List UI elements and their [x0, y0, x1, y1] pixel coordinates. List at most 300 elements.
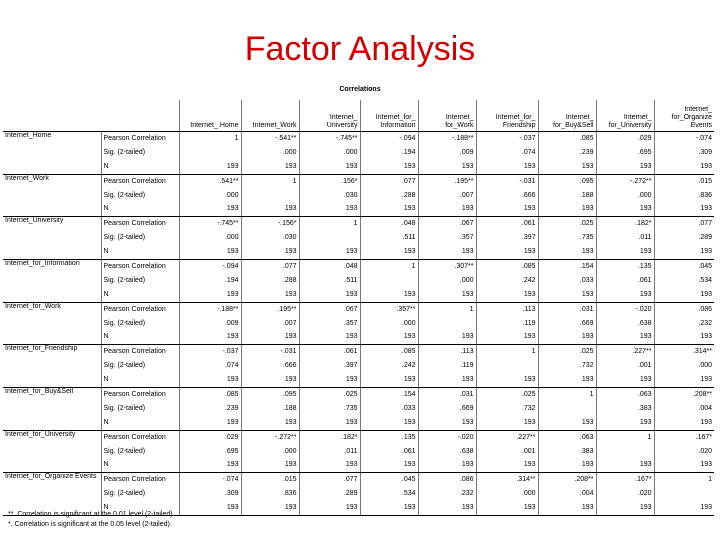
- table-cell: 193: [596, 458, 654, 472]
- table-cell: 193: [476, 330, 538, 344]
- table-cell: 193: [179, 458, 241, 472]
- column-header: Internet_ University: [299, 100, 360, 132]
- table-row: [3, 458, 714, 472]
- table-cell: 193: [538, 160, 596, 174]
- table-cell: 193: [538, 202, 596, 216]
- table-cell: 193: [538, 416, 596, 430]
- table-cell: 193: [179, 330, 241, 344]
- table-cell: 193: [538, 245, 596, 259]
- statistic-label: Sig. (2-tailed): [101, 445, 179, 459]
- statistic-label: Pearson Correlation: [101, 430, 179, 444]
- table-row: [3, 288, 714, 302]
- column-header: Internet_ for_University: [596, 100, 654, 132]
- table-cell: 193: [476, 202, 538, 216]
- table-row: [3, 160, 714, 174]
- table-cell: 193: [241, 458, 299, 472]
- table-cell: 1: [654, 473, 714, 487]
- table-cell: -.272**: [241, 430, 299, 444]
- variable-label: [3, 274, 101, 288]
- table-cell: .167*: [596, 473, 654, 487]
- table-cell: 193: [538, 501, 596, 515]
- table-cell: 193: [299, 202, 360, 216]
- table-cell: 193: [654, 160, 714, 174]
- table-cell: .239: [538, 146, 596, 160]
- table-cell: 193: [241, 245, 299, 259]
- table-cell: 193: [241, 160, 299, 174]
- table-cell: .029: [179, 430, 241, 444]
- table-cell: -.074: [654, 132, 714, 146]
- table-cell: .242: [360, 359, 418, 373]
- table-cell: [241, 189, 299, 203]
- table-row: [3, 202, 714, 216]
- table-cell: 193: [360, 373, 418, 387]
- table-cell: 193: [418, 373, 476, 387]
- statistic-label: N: [101, 288, 179, 302]
- variable-label: Internet_for_University: [5, 430, 76, 438]
- variable-label: [3, 202, 101, 216]
- table-row: [3, 231, 714, 245]
- statistic-label: Sig. (2-tailed): [101, 317, 179, 331]
- table-cell: 193: [179, 416, 241, 430]
- table-cell: 193: [179, 202, 241, 216]
- table-cell: 193: [654, 416, 714, 430]
- statistic-label: Sig. (2-tailed): [101, 231, 179, 245]
- table-cell: -.272**: [596, 174, 654, 188]
- table-cell: 193: [360, 458, 418, 472]
- table-cell: 193: [299, 458, 360, 472]
- footnote-005: *. Correlation is significant at the 0.05 level (2-tailed).: [8, 521, 172, 528]
- table-cell: 193: [538, 458, 596, 472]
- table-cell: -.020: [596, 302, 654, 316]
- table-cell: .156*: [299, 174, 360, 188]
- statistic-label: Sig. (2-tailed): [101, 402, 179, 416]
- table-cell: -.020: [418, 430, 476, 444]
- table-cell: .638: [596, 317, 654, 331]
- table-cell: .000: [241, 445, 299, 459]
- table-cell: .232: [418, 487, 476, 501]
- table-cell: 193: [299, 245, 360, 259]
- table-cell: 193: [476, 160, 538, 174]
- table-cell: .113: [476, 302, 538, 316]
- table-cell: .534: [360, 487, 418, 501]
- table-cell: .000: [299, 146, 360, 160]
- table-cell: 193: [538, 288, 596, 302]
- statistic-label: Sig. (2-tailed): [101, 189, 179, 203]
- table-cell: 193: [179, 288, 241, 302]
- table-cell: .383: [538, 445, 596, 459]
- table-cell: .074: [476, 146, 538, 160]
- column-header: Internet_ for_Buy&Sell: [538, 100, 596, 132]
- statistic-label: Pearson Correlation: [101, 217, 179, 231]
- table-cell: .011: [596, 231, 654, 245]
- variable-label: Internet_for_Work: [5, 302, 61, 310]
- variable-label: [3, 445, 101, 459]
- table-cell: 193: [299, 373, 360, 387]
- table-cell: .030: [241, 231, 299, 245]
- variable-label: Internet_University: [5, 217, 64, 225]
- table-row: [3, 189, 714, 203]
- table-cell: .638: [418, 445, 476, 459]
- variable-label: Internet_for_Organize Events: [5, 473, 97, 481]
- statistic-label: N: [101, 458, 179, 472]
- table-cell: .000: [179, 231, 241, 245]
- table-cell: .077: [241, 260, 299, 274]
- table-cell: .000: [418, 274, 476, 288]
- statistic-label: Pearson Correlation: [101, 132, 179, 146]
- variable-label: Internet_Home: [5, 132, 52, 139]
- table-cell: .397: [476, 231, 538, 245]
- table-cell: 193: [418, 288, 476, 302]
- table-cell: 1: [538, 388, 596, 402]
- table-cell: 193: [241, 373, 299, 387]
- table-cell: [596, 445, 654, 459]
- table-cell: -.037: [179, 345, 241, 359]
- table-cell: .288: [360, 189, 418, 203]
- table-cell: 193: [241, 202, 299, 216]
- table-row: [3, 445, 714, 459]
- table-cell: .113: [418, 345, 476, 359]
- table-cell: 193: [299, 416, 360, 430]
- table-cell: 1: [418, 302, 476, 316]
- table-cell: 193: [654, 501, 714, 515]
- table-cell: 193: [596, 245, 654, 259]
- table-cell: .666: [476, 189, 538, 203]
- table-cell: .314**: [476, 473, 538, 487]
- column-header: Internet_ for_Organize Events: [654, 100, 714, 132]
- table-cell: .031: [538, 302, 596, 316]
- table-cell: .357: [299, 317, 360, 331]
- table-cell: 193: [538, 330, 596, 344]
- table-cell: -.188**: [179, 302, 241, 316]
- statistic-label: Pearson Correlation: [101, 302, 179, 316]
- table-cell: 193: [418, 160, 476, 174]
- table-cell: 193: [418, 330, 476, 344]
- table-cell: .095: [538, 174, 596, 188]
- table-cell: .289: [654, 231, 714, 245]
- table-cell: .195**: [241, 302, 299, 316]
- table-cell: 193: [654, 288, 714, 302]
- table-cell: .732: [538, 359, 596, 373]
- table-row: [3, 132, 714, 146]
- table-cell: .086: [418, 473, 476, 487]
- table-cell: 193: [418, 416, 476, 430]
- table-cell: .007: [418, 189, 476, 203]
- table-cell: 193: [538, 373, 596, 387]
- table-cell: -.745**: [179, 217, 241, 231]
- column-header: Internet_for_ Friendship: [476, 100, 538, 132]
- table-cell: .074: [179, 359, 241, 373]
- table-cell: 193: [476, 416, 538, 430]
- table-cell: [418, 317, 476, 331]
- table-cell: .232: [654, 317, 714, 331]
- statistic-label: Sig. (2-tailed): [101, 487, 179, 501]
- table-cell: .695: [179, 445, 241, 459]
- table-cell: .025: [299, 388, 360, 402]
- table-cell: 193: [360, 202, 418, 216]
- table-cell: [476, 359, 538, 373]
- statistic-label: N: [101, 245, 179, 259]
- table-cell: .011: [299, 445, 360, 459]
- variable-label: [3, 416, 101, 430]
- statistic-label: Sig. (2-tailed): [101, 274, 179, 288]
- table-cell: .357: [418, 231, 476, 245]
- table-cell: 1: [241, 174, 299, 188]
- table-cell: 193: [360, 501, 418, 515]
- table-cell: 193: [654, 458, 714, 472]
- table-cell: 193: [360, 245, 418, 259]
- table-cell: .033: [360, 402, 418, 416]
- table-cell: .119: [418, 359, 476, 373]
- table-cell: .063: [596, 388, 654, 402]
- table-cell: 193: [476, 458, 538, 472]
- table-cell: .188: [241, 402, 299, 416]
- table-cell: .020: [596, 487, 654, 501]
- table-cell: 193: [179, 245, 241, 259]
- variable-label: [3, 231, 101, 245]
- variable-label: [3, 487, 101, 501]
- table-row: [3, 217, 714, 231]
- table-cell: .077: [360, 174, 418, 188]
- table-row: [3, 359, 714, 373]
- table-cell: 1: [596, 430, 654, 444]
- table-cell: .067: [299, 302, 360, 316]
- table-cell: 193: [596, 330, 654, 344]
- table-cell: -.745**: [299, 132, 360, 146]
- variable-label: [3, 288, 101, 302]
- table-cell: .182*: [299, 430, 360, 444]
- variable-label: Internet_for_Information: [5, 260, 80, 268]
- table-cell: .669: [538, 317, 596, 331]
- table-cell: .289: [299, 487, 360, 501]
- table-cell: .000: [179, 189, 241, 203]
- header-blank: [101, 100, 179, 132]
- table-cell: .009: [418, 146, 476, 160]
- table-cell: -.094: [360, 132, 418, 146]
- header-blank: [3, 100, 101, 132]
- footnote-001: **. Correlation is significant at the 0.01 level (2-tailed).: [8, 511, 175, 518]
- table-cell: .015: [241, 473, 299, 487]
- statistic-label: N: [101, 416, 179, 430]
- table-cell: .135: [360, 430, 418, 444]
- statistic-label: N: [101, 373, 179, 387]
- variable-label: [3, 330, 101, 344]
- table-cell: [538, 402, 596, 416]
- statistic-label: Sig. (2-tailed): [101, 146, 179, 160]
- table-cell: 1: [299, 217, 360, 231]
- table-cell: 193: [596, 373, 654, 387]
- table-row: [3, 245, 714, 259]
- table-cell: .836: [241, 487, 299, 501]
- table-cell: 193: [299, 288, 360, 302]
- table-cell: .208**: [538, 473, 596, 487]
- table-row: [3, 146, 714, 160]
- table-cell: -.541**: [241, 132, 299, 146]
- table-cell: .077: [299, 473, 360, 487]
- table-cell: 1: [476, 345, 538, 359]
- table-cell: .020: [654, 445, 714, 459]
- variable-label: [3, 160, 101, 174]
- table-row: [3, 260, 714, 274]
- table-cell: .194: [179, 274, 241, 288]
- table-cell: 193: [654, 330, 714, 344]
- table-cell: .048: [360, 217, 418, 231]
- table-row: [3, 487, 714, 501]
- variable-label: [3, 373, 101, 387]
- table-cell: .242: [476, 274, 538, 288]
- table-cell: -.156*: [241, 217, 299, 231]
- table-cell: 193: [299, 501, 360, 515]
- table-cell: -.188**: [418, 132, 476, 146]
- variable-label: [3, 189, 101, 203]
- table-cell: 193: [360, 416, 418, 430]
- table-cell: .061: [596, 274, 654, 288]
- table-cell: .000: [476, 487, 538, 501]
- variable-label: Internet_for_Friendship: [5, 345, 78, 353]
- table-cell: 193: [241, 501, 299, 515]
- table-cell: 193: [179, 160, 241, 174]
- table-cell: .227**: [596, 345, 654, 359]
- table-cell: .119: [476, 317, 538, 331]
- table-cell: 193: [241, 416, 299, 430]
- table-cell: .067: [418, 217, 476, 231]
- table-cell: .063: [538, 430, 596, 444]
- table-cell: .000: [241, 146, 299, 160]
- statistic-label: Pearson Correlation: [101, 174, 179, 188]
- table-row: [3, 416, 714, 430]
- table-row: [3, 388, 714, 402]
- table-cell: .695: [596, 146, 654, 160]
- table-cell: 193: [418, 202, 476, 216]
- table-cell: .732: [476, 402, 538, 416]
- table-cell: .085: [538, 132, 596, 146]
- table-cell: 193: [299, 160, 360, 174]
- variable-label: Internet_for_Buy&Sell: [5, 388, 74, 396]
- table-cell: .239: [179, 402, 241, 416]
- table-cell: .383: [596, 402, 654, 416]
- table-cell: .004: [538, 487, 596, 501]
- table-cell: -.074: [179, 473, 241, 487]
- table-cell: 1: [360, 260, 418, 274]
- table-cell: -.037: [476, 132, 538, 146]
- table-cell: .061: [476, 217, 538, 231]
- table-cell: 193: [654, 373, 714, 387]
- table-cell: .534: [654, 274, 714, 288]
- column-header: Internet_ Home: [179, 100, 241, 132]
- table-cell: -.031: [241, 345, 299, 359]
- table-cell: .000: [360, 317, 418, 331]
- table-cell: [654, 487, 714, 501]
- table-cell: 193: [476, 245, 538, 259]
- variable-label: [3, 245, 101, 259]
- table-cell: .000: [654, 359, 714, 373]
- table-cell: .511: [360, 231, 418, 245]
- table-cell: .511: [299, 274, 360, 288]
- table-cell: .669: [418, 402, 476, 416]
- table-cell: .309: [654, 146, 714, 160]
- table-cell: .195**: [418, 174, 476, 188]
- table-cell: .836: [654, 189, 714, 203]
- table-cell: .045: [654, 260, 714, 274]
- table-row: [3, 317, 714, 331]
- variable-label: [3, 359, 101, 373]
- table-cell: .001: [596, 359, 654, 373]
- table-cell: .030: [299, 189, 360, 203]
- table-cell: 193: [418, 501, 476, 515]
- slide-title: Factor Analysis: [244, 30, 476, 68]
- table-cell: .031: [418, 388, 476, 402]
- table-cell: .154: [538, 260, 596, 274]
- table-row: [3, 473, 714, 487]
- table-cell: .397: [299, 359, 360, 373]
- table-cell: .085: [476, 260, 538, 274]
- table-body: [3, 132, 714, 516]
- table-row: [3, 274, 714, 288]
- table-cell: .095: [241, 388, 299, 402]
- table-row: [3, 345, 714, 359]
- table-row: [3, 402, 714, 416]
- table-cell: 193: [179, 501, 241, 515]
- table-cell: .086: [654, 302, 714, 316]
- table-cell: 193: [654, 202, 714, 216]
- table-cell: 193: [241, 330, 299, 344]
- footnotes: [8, 510, 175, 530]
- table-row: [3, 302, 714, 316]
- table-caption: Correlations: [339, 86, 381, 93]
- table-cell: .025: [538, 217, 596, 231]
- variable-label: [3, 146, 101, 160]
- table-cell: 193: [654, 245, 714, 259]
- table-cell: .061: [360, 445, 418, 459]
- table-cell: 193: [476, 373, 538, 387]
- table-cell: .167*: [654, 430, 714, 444]
- statistic-label: Pearson Correlation: [101, 260, 179, 274]
- table-cell: .061: [299, 345, 360, 359]
- table-cell: [360, 274, 418, 288]
- table-row: [3, 330, 714, 344]
- table-cell: [299, 231, 360, 245]
- table-cell: [179, 146, 241, 160]
- table-cell: 193: [476, 288, 538, 302]
- table-cell: .000: [596, 189, 654, 203]
- table-row: [3, 174, 714, 188]
- table-cell: 193: [179, 373, 241, 387]
- header-row: [3, 100, 714, 132]
- table-cell: .307**: [418, 260, 476, 274]
- table-cell: .309: [179, 487, 241, 501]
- table-cell: 193: [241, 288, 299, 302]
- table-cell: 193: [476, 501, 538, 515]
- table-cell: .001: [476, 445, 538, 459]
- statistic-label: Pearson Correlation: [101, 473, 179, 487]
- table-cell: .135: [596, 260, 654, 274]
- table-row: [3, 430, 714, 444]
- table-cell: .033: [538, 274, 596, 288]
- table-cell: .007: [241, 317, 299, 331]
- table-cell: .154: [360, 388, 418, 402]
- table-cell: -.031: [476, 174, 538, 188]
- table-cell: .048: [299, 260, 360, 274]
- table-cell: 193: [418, 245, 476, 259]
- table-cell: .077: [654, 217, 714, 231]
- variable-label: Internet_Work: [5, 174, 49, 182]
- table-cell: .085: [179, 388, 241, 402]
- table-cell: .314**: [654, 345, 714, 359]
- statistic-label: N: [101, 160, 179, 174]
- table-cell: .735: [538, 231, 596, 245]
- table-cell: .025: [476, 388, 538, 402]
- table-cell: 193: [596, 202, 654, 216]
- table-cell: .666: [241, 359, 299, 373]
